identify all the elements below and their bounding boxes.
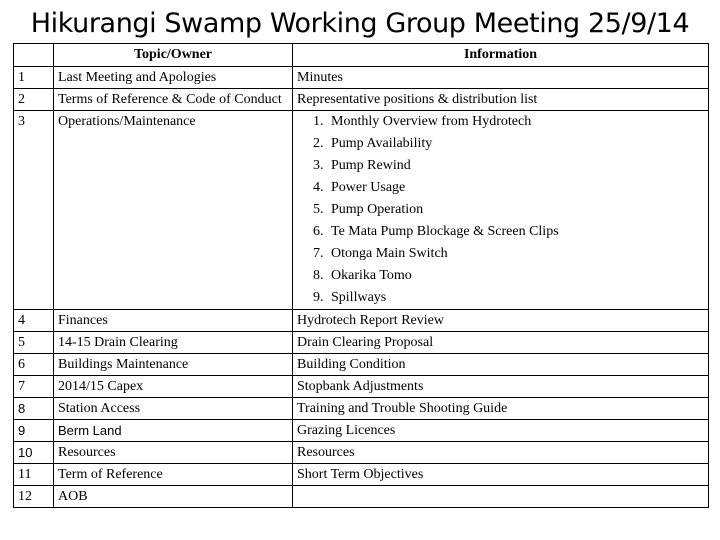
row-information: Training and Trouble Shooting Guide <box>293 398 709 420</box>
operations-item-list <box>297 111 704 309</box>
row-information: Building Condition <box>293 354 709 376</box>
row-number: 4 <box>14 310 54 332</box>
row-information: Short Term Objectives <box>293 464 709 486</box>
header-information: Information <box>293 44 709 67</box>
row-number: 1 <box>14 67 54 89</box>
row-topic: Resources <box>54 442 293 464</box>
table-row <box>14 332 709 354</box>
row-topic: 2014/15 Capex <box>54 376 293 398</box>
row-topic: Berm Land <box>54 420 293 442</box>
agenda-table <box>13 43 709 508</box>
row-number: 3 <box>14 111 54 310</box>
row-information: Grazing Licences <box>293 420 709 442</box>
table-row <box>14 310 709 332</box>
row-topic: Terms of Reference & Code of Conduct <box>54 89 293 111</box>
table-row <box>14 89 709 111</box>
row-number: 2 <box>14 89 54 111</box>
list-item: 4. Power Usage <box>327 177 704 199</box>
row-information: Drain Clearing Proposal <box>293 332 709 354</box>
row-number: 11 <box>14 464 54 486</box>
row-number: 6 <box>14 354 54 376</box>
table-row <box>14 67 709 89</box>
table-row <box>14 442 709 464</box>
row-number: 12 <box>14 486 54 508</box>
list-item: 7. Otonga Main Switch <box>327 243 704 265</box>
row-information <box>293 486 709 508</box>
list-item: 9. Spillways <box>327 287 704 309</box>
table-row <box>14 398 709 420</box>
row-information: Minutes <box>293 67 709 89</box>
row-topic: Buildings Maintenance <box>54 354 293 376</box>
header-number <box>14 44 54 67</box>
list-item: 3. Pump Rewind <box>327 155 704 177</box>
row-number: 10 <box>14 442 54 464</box>
row-number: 9 <box>14 420 54 442</box>
row-information: Hydrotech Report Review <box>293 310 709 332</box>
row-number: 8 <box>14 398 54 420</box>
row-topic: Term of Reference <box>54 464 293 486</box>
row-information: Representative positions & distribution list <box>293 89 709 111</box>
row-topic: Station Access <box>54 398 293 420</box>
row-topic: Finances <box>54 310 293 332</box>
table-row <box>14 464 709 486</box>
row-information <box>293 111 709 310</box>
list-item: 5. Pump Operation <box>327 199 704 221</box>
table-row <box>14 420 709 442</box>
list-item: 2. Pump Availability <box>327 133 704 155</box>
row-information: Stopbank Adjustments <box>293 376 709 398</box>
row-information: Resources <box>293 442 709 464</box>
page-title: Hikurangi Swamp Working Group Meeting 25/9/14 <box>30 8 690 39</box>
table-row <box>14 111 709 310</box>
list-item: 6. Te Mata Pump Blockage & Screen Clips <box>327 221 704 243</box>
row-topic: Last Meeting and Apologies <box>54 67 293 89</box>
list-item: 8. Okarika Tomo <box>327 265 704 287</box>
list-item: 1. Monthly Overview from Hydrotech <box>327 111 704 133</box>
table-header-row <box>14 44 709 67</box>
table-row <box>14 376 709 398</box>
row-topic: AOB <box>54 486 293 508</box>
row-number: 5 <box>14 332 54 354</box>
table-row <box>14 354 709 376</box>
row-topic: Operations/Maintenance <box>54 111 293 310</box>
row-topic: 14-15 Drain Clearing <box>54 332 293 354</box>
row-number: 7 <box>14 376 54 398</box>
table-row <box>14 486 709 508</box>
header-topic-owner: Topic/Owner <box>54 44 293 67</box>
